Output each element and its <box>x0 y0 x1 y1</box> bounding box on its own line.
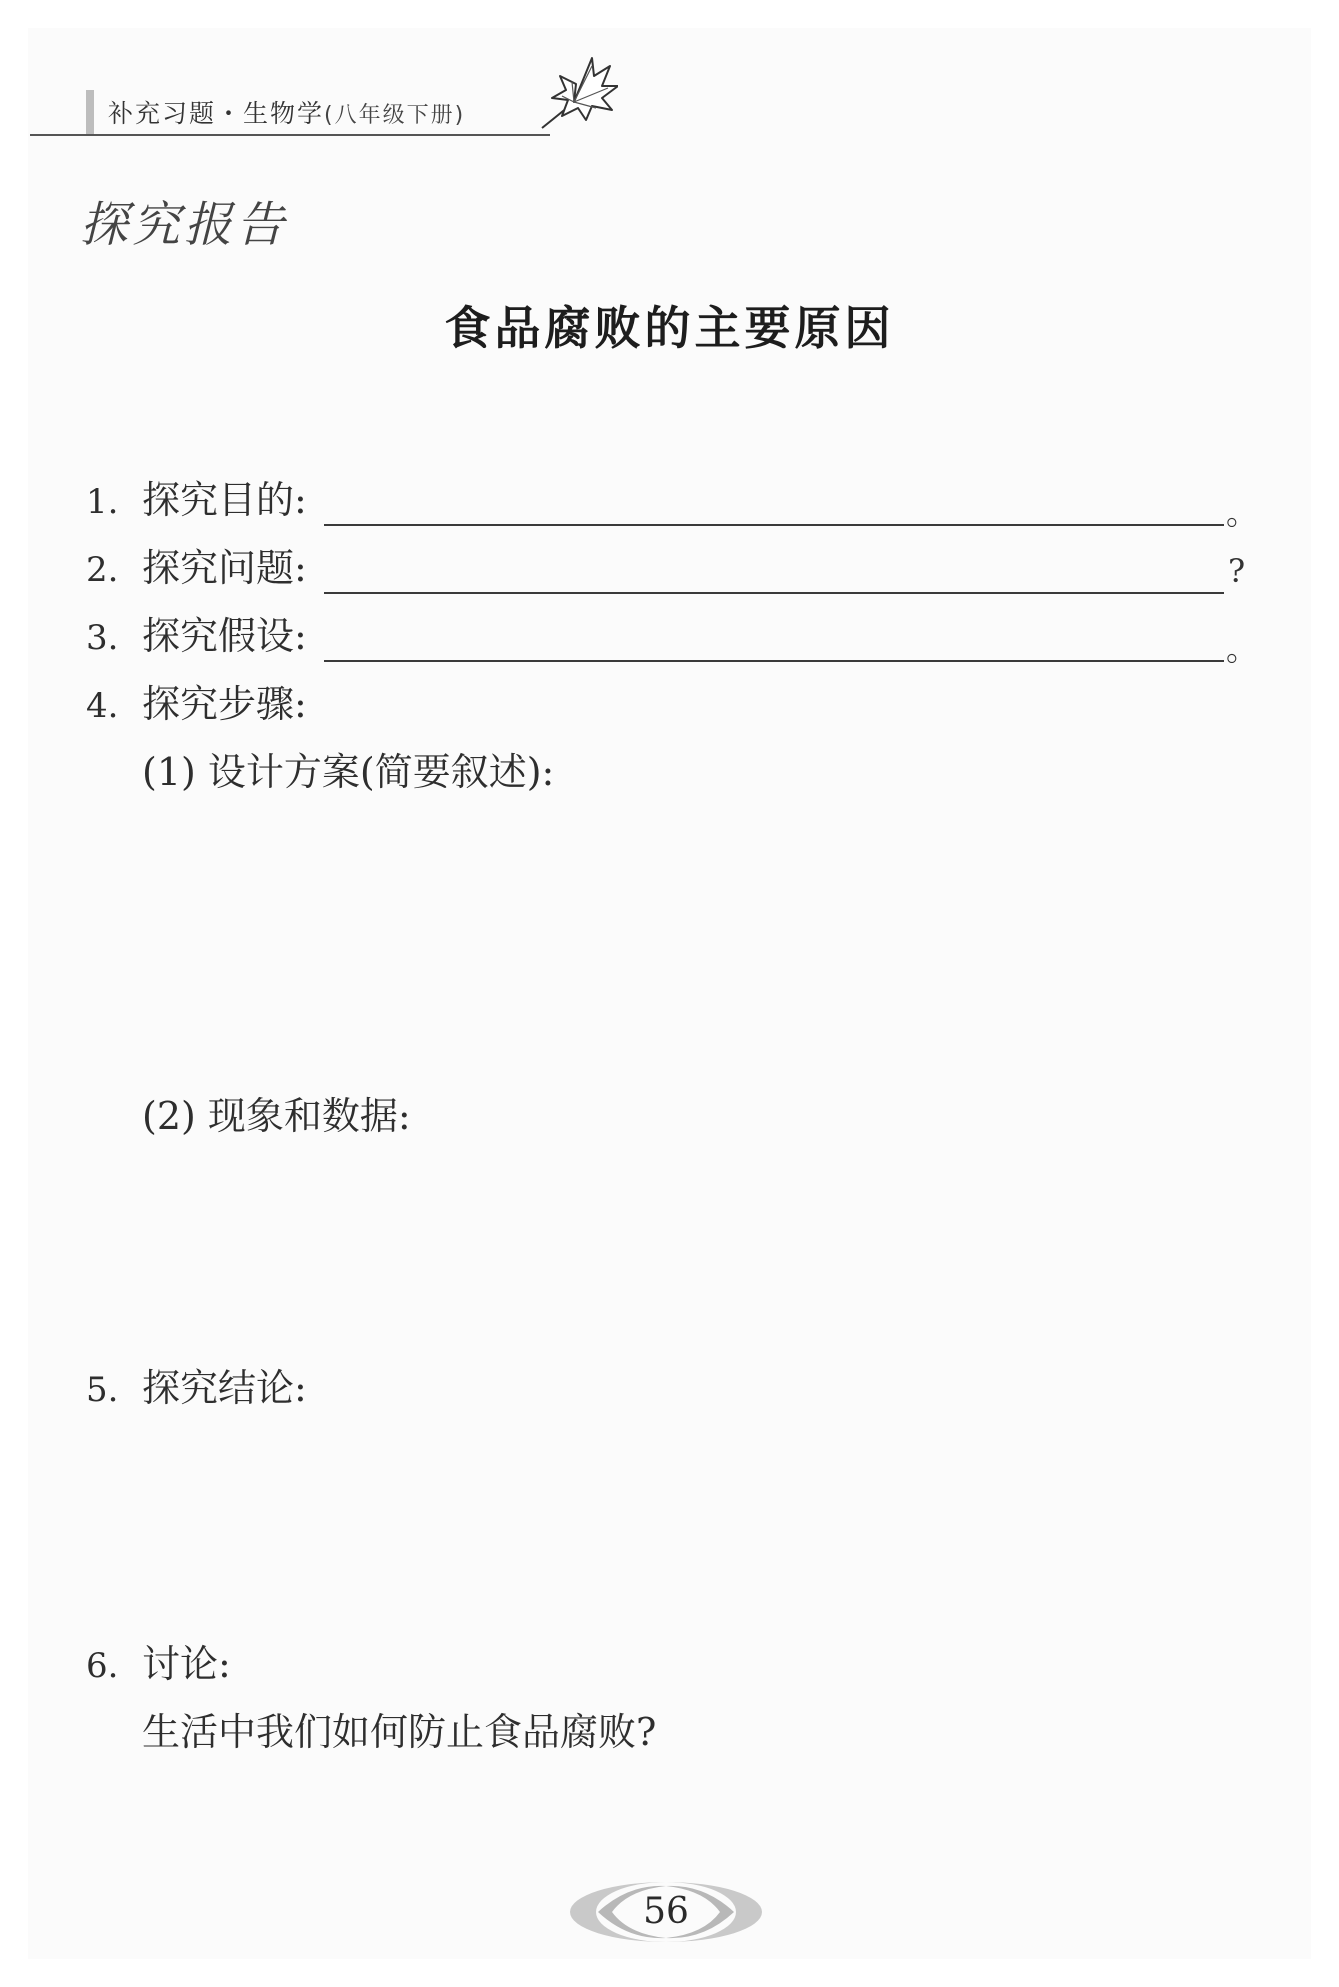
maple-leaf-icon <box>532 52 618 142</box>
question-number: 6. <box>86 1646 119 1686</box>
question-discussion <box>86 1642 231 1688</box>
answer-blank-problem[interactable] <box>324 592 1224 594</box>
question-label: 探究假设: <box>142 614 307 658</box>
end-mark: ? <box>1228 552 1246 590</box>
question-label: 探究步骤: <box>142 682 307 726</box>
end-mark: 。 <box>1226 630 1259 668</box>
question-number: 1. <box>86 482 119 522</box>
question-number: 4. <box>86 686 119 726</box>
page-number: 56 <box>643 1891 689 1932</box>
question-label: 探究问题: <box>142 546 307 590</box>
header-grade: (八年级下册) <box>324 103 466 128</box>
header-bar <box>86 90 94 134</box>
step-data: (2) 现象和数据: <box>142 1094 411 1138</box>
question-number: 2. <box>86 550 119 590</box>
question-number: 3. <box>86 618 119 658</box>
question-conclusion <box>86 1366 307 1412</box>
step-design: (1) 设计方案(简要叙述): <box>142 750 555 794</box>
question-steps <box>86 682 307 728</box>
discussion-question: 生活中我们如何防止食品腐败? <box>142 1710 657 1754</box>
section-title: 探究报告 <box>80 197 289 253</box>
question-label: 探究目的: <box>142 478 307 522</box>
header-text <box>108 94 465 130</box>
answer-blank-hypothesis[interactable] <box>324 660 1224 662</box>
question-problem <box>86 546 307 592</box>
question-label: 探究结论: <box>142 1366 307 1410</box>
question-number: 5. <box>86 1370 119 1410</box>
end-mark: 。 <box>1226 494 1259 532</box>
question-label: 讨论: <box>142 1642 231 1686</box>
header-rule <box>30 134 550 136</box>
question-hypothesis <box>86 614 307 660</box>
header-series: 补充习题・生物学 <box>108 99 325 128</box>
question-purpose <box>86 478 307 524</box>
answer-blank-purpose[interactable] <box>324 524 1224 526</box>
report-title: 食品腐败的主要原因 <box>444 301 895 355</box>
